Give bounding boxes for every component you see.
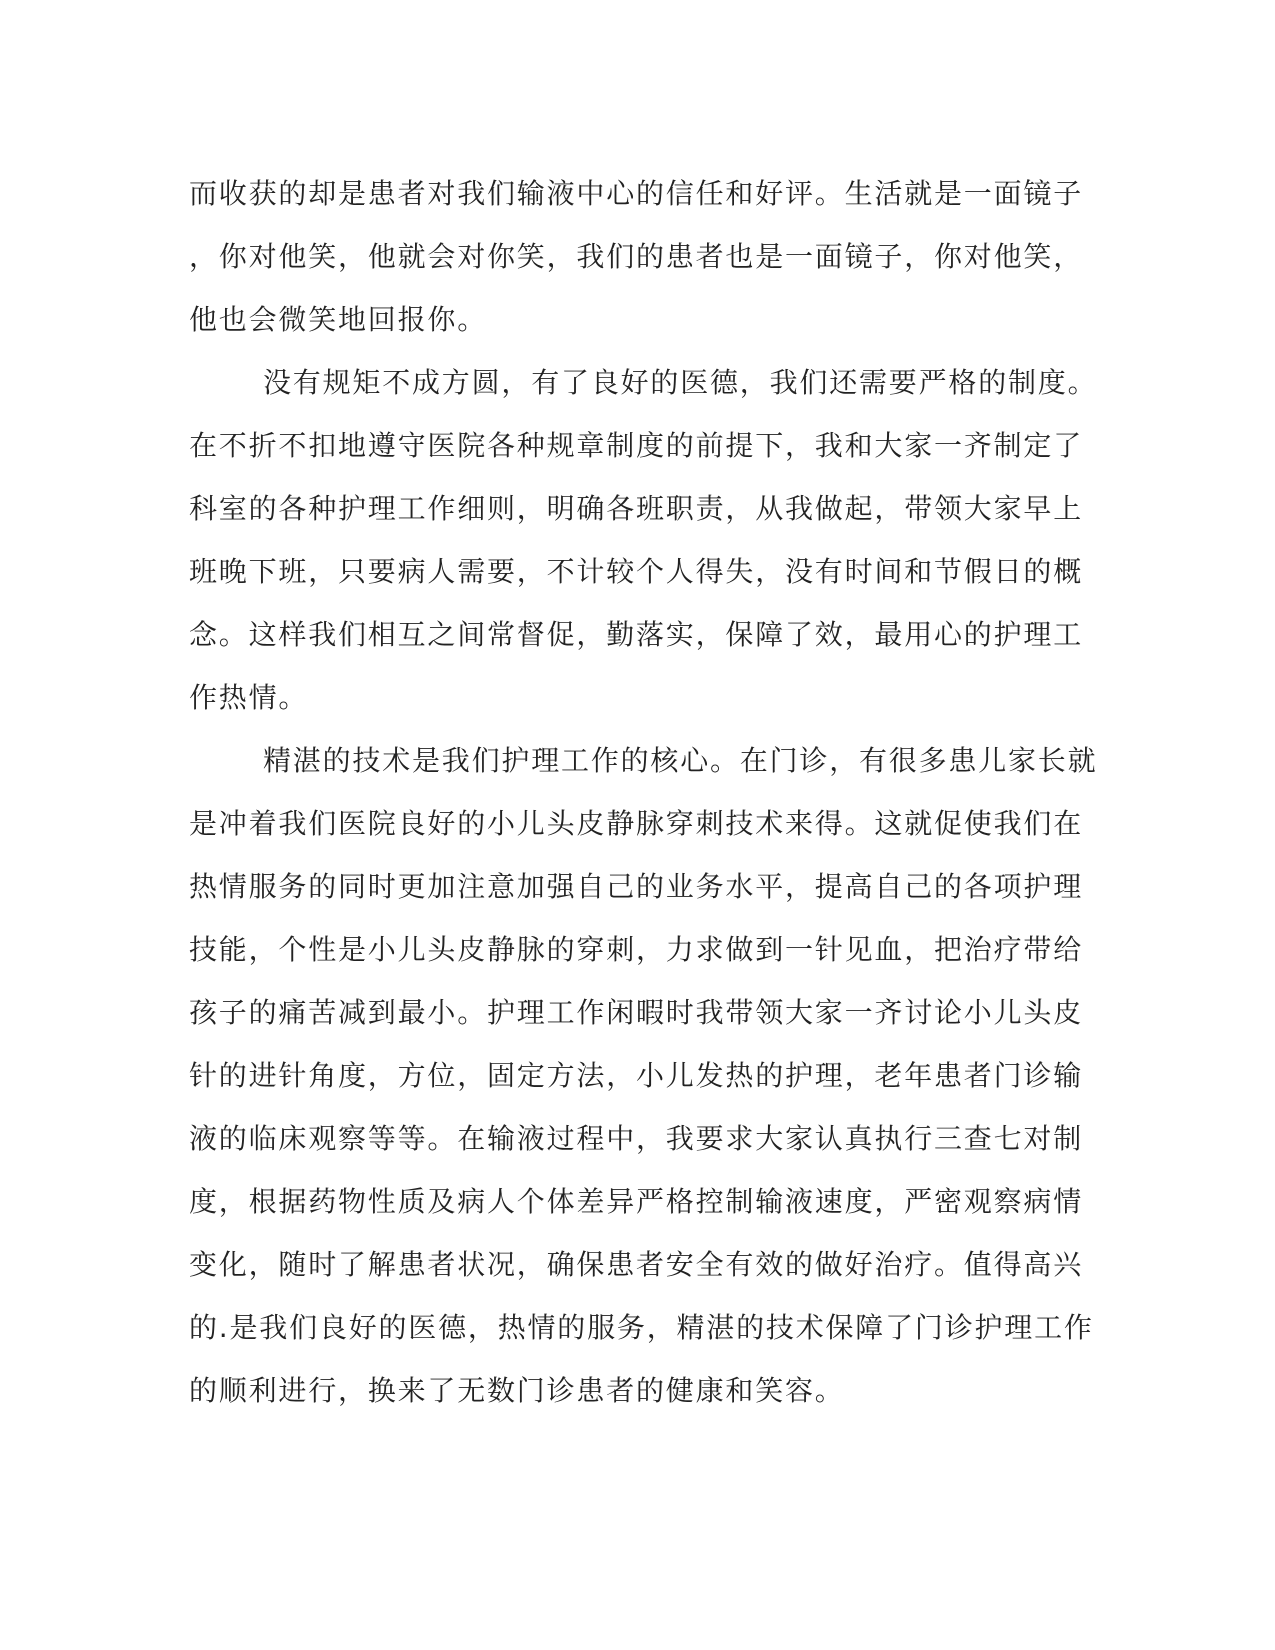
text-line: 科室的各种护理工作细则，明确各班职责，从我做起，带领大家早上 [189, 492, 1084, 525]
text-line: 而收获的却是患者对我们输液中心的信任和好评。生活就是一面镜子 [189, 177, 1084, 210]
text-line: 孩子的痛苦减到最小。护理工作闲暇时我带领大家一齐讨论小儿头皮 [189, 996, 1084, 1029]
paragraph-2 [189, 351, 1098, 729]
text-line: 没有规矩不成方圆，有了良好的医德，我们还需要严格的制度。 [263, 366, 1098, 399]
text-line: 变化，随时了解患者状况，确保患者安全有效的做好治疗。值得高兴 [189, 1248, 1084, 1281]
text-line: 念。这样我们相互之间常督促，勤落实，保障了效，最用心的护理工 [189, 618, 1084, 651]
text-line: 班晚下班，只要病人需要，不计较个人得失，没有时间和节假日的概 [189, 555, 1084, 588]
text-line: 的.是我们良好的医德，热情的服务，精湛的技术保障了门诊护理工作 [189, 1311, 1094, 1344]
paragraph-3 [189, 729, 1098, 1422]
text-line: 技能，个性是小儿头皮静脉的穿刺，力求做到一针见血，把治疗带给 [189, 933, 1084, 966]
text-line: 针的进针角度，方位，固定方法，小儿发热的护理，老年患者门诊输 [189, 1059, 1084, 1092]
body-text [189, 162, 1098, 1422]
text-line: 液的临床观察等等。在输液过程中，我要求大家认真执行三查七对制 [189, 1122, 1084, 1155]
paragraph-1 [189, 162, 1089, 351]
text-line: 在不折不扣地遵守医院各种规章制度的前提下，我和大家一齐制定了 [189, 429, 1084, 462]
text-line: 度，根据药物性质及病人个体差异严格控制输液速度，严密观察病情 [189, 1185, 1084, 1218]
text-line: 他也会微笑地回报你。 [189, 303, 488, 336]
text-line: 是冲着我们医院良好的小儿头皮静脉穿刺技术来得。这就促使我们在 [189, 807, 1084, 840]
text-line: ，你对他笑，他就会对你笑，我们的患者也是一面镜子，你对他笑， [189, 240, 1084, 273]
text-line: 的顺利进行，换来了无数门诊患者的健康和笑容。 [189, 1374, 845, 1407]
text-line: 作热情。 [189, 681, 309, 714]
text-line: 热情服务的同时更加注意加强自己的业务水平，提高自己的各项护理 [189, 870, 1084, 903]
text-line: 精湛的技术是我们护理工作的核心。在门诊，有很多患儿家长就 [263, 744, 1098, 777]
